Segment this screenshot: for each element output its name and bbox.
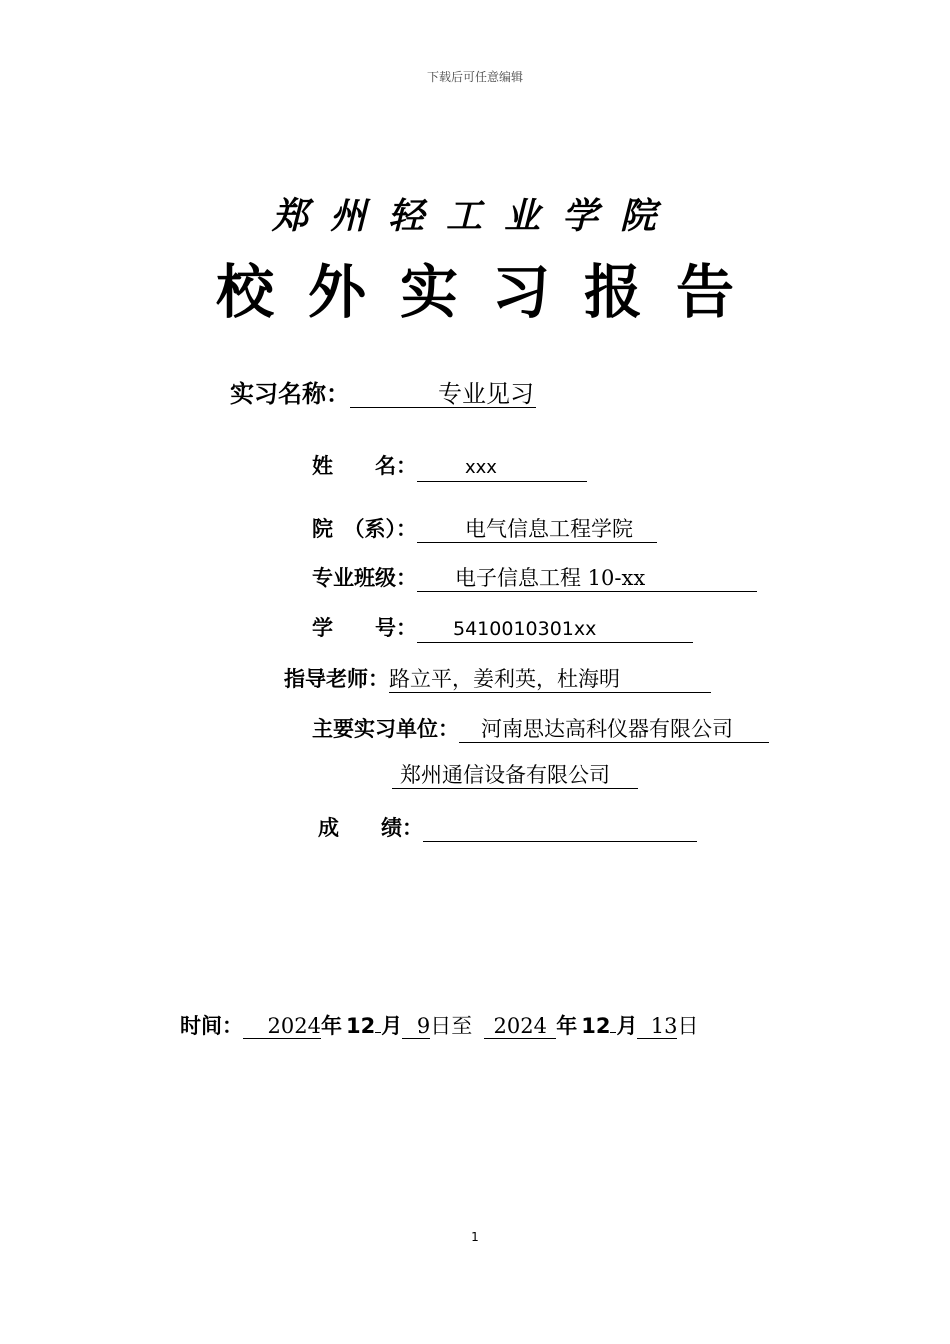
student-name-label: 姓 名：: [312, 454, 417, 478]
department-label: 院 （系）：: [312, 517, 417, 541]
grade-label: 成 绩：: [318, 816, 423, 840]
end-month: 12: [581, 1014, 611, 1038]
student-id-label: 学 号：: [312, 616, 417, 640]
advisors-value: 路立平，姜利英，杜海明: [389, 666, 711, 693]
report-title: 校外实习报告: [215, 258, 768, 326]
department-row: [312, 513, 657, 543]
major-class-label: 专业班级：: [312, 566, 417, 590]
end-day: 13: [637, 1014, 677, 1039]
internship-name-row: [230, 374, 536, 409]
units-value-2: 郑州通信设备有限公司: [392, 762, 638, 789]
header-note: 下载后可任意编辑: [426, 70, 523, 84]
to-char: 至: [451, 1014, 473, 1038]
units-row-2: [392, 762, 638, 789]
internship-name-value: 专业见习: [350, 381, 536, 408]
year-char: 年: [321, 1014, 342, 1038]
end-month-char: 月: [616, 1014, 638, 1038]
student-name-value: xxx: [417, 455, 587, 482]
start-day: 9: [402, 1014, 430, 1039]
time-row: [180, 1010, 698, 1040]
units-row: [312, 713, 769, 743]
major-class-row: [312, 562, 757, 592]
advisors-row: [284, 663, 711, 693]
student-id-row: [312, 612, 693, 643]
end-day-char: 日: [677, 1014, 699, 1038]
department-value: 电气信息工程学院: [417, 516, 657, 543]
units-label: 主要实习单位：: [312, 717, 459, 741]
school-name: 郑州轻工业学院: [271, 195, 678, 237]
page-number: 1: [471, 1230, 479, 1244]
internship-name-label: 实习名称：: [230, 380, 350, 408]
units-value-1: 河南思达高科仪器有限公司: [459, 716, 769, 743]
end-year-char: 年: [556, 1014, 578, 1038]
grade-value: [423, 815, 697, 842]
advisors-label: 指导老师：: [284, 667, 389, 691]
day-char: 日: [430, 1014, 452, 1038]
major-class-value: 电子信息工程 10-xx: [417, 565, 757, 592]
student-name-row: [312, 450, 587, 482]
student-id-value: 5410010301xx: [417, 616, 693, 643]
end-year: 2024: [484, 1014, 556, 1039]
start-month: 12: [346, 1014, 376, 1038]
time-label: 时间：: [180, 1014, 243, 1038]
month-char: 月: [381, 1014, 403, 1038]
grade-row: [318, 812, 697, 842]
start-year: 2024: [243, 1014, 321, 1039]
